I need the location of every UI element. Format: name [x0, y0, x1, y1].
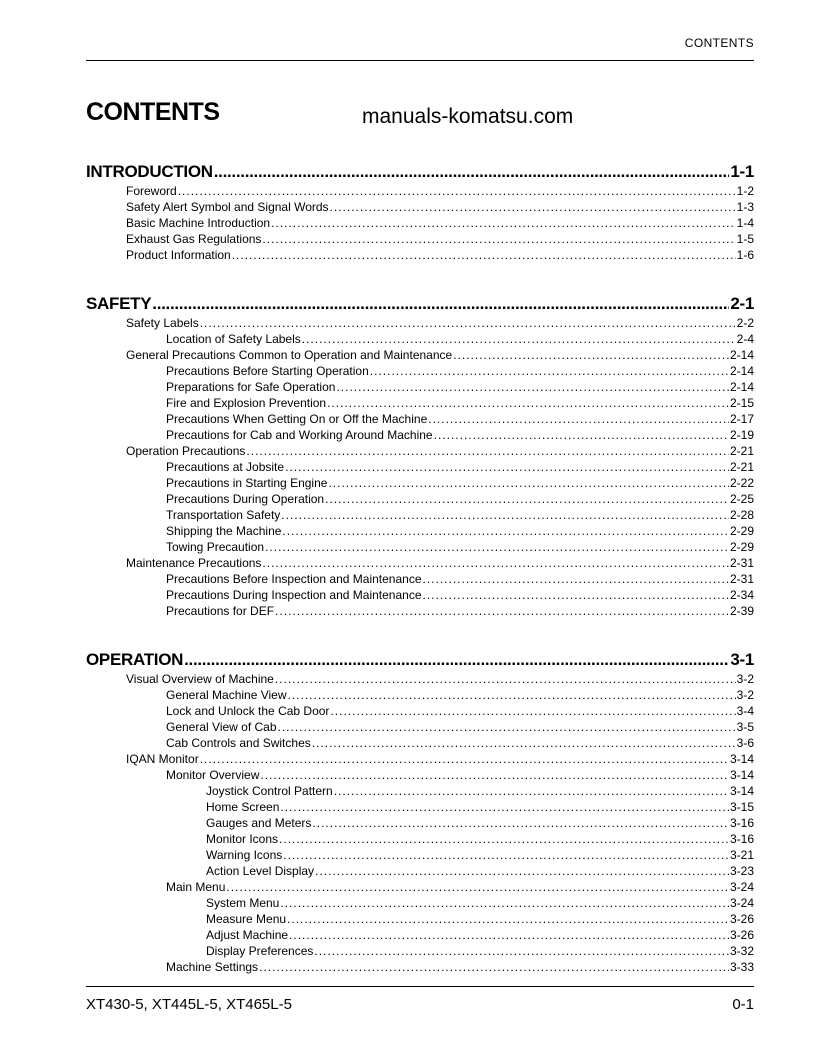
toc-section-operation[interactable] [86, 650, 754, 672]
entry-page: 2-14 [729, 380, 754, 394]
entry-page: 2-14 [729, 348, 754, 362]
leader-dots [288, 688, 736, 702]
toc-entry[interactable] [86, 412, 754, 428]
entry-page: 3-33 [729, 960, 754, 974]
toc-entry[interactable] [86, 364, 754, 380]
entry-page: 3-24 [729, 880, 754, 894]
entry-title: Basic Machine Introduction [126, 216, 271, 230]
toc-entry[interactable] [86, 720, 754, 736]
leader-dots [282, 524, 729, 538]
leader-dots [334, 784, 729, 798]
entry-title: IQAN Monitor [126, 752, 199, 766]
toc-entry[interactable] [86, 572, 754, 588]
leader-dots [279, 832, 729, 846]
entry-page: 1-5 [736, 232, 754, 246]
entry-page: 2-29 [729, 524, 754, 538]
leader-dots [259, 960, 729, 974]
section-spacer [86, 620, 754, 650]
toc-entry[interactable] [86, 864, 754, 880]
leader-dots [312, 816, 729, 830]
entry-page: 3-6 [736, 736, 754, 750]
footer-page-number: 0-1 [732, 996, 754, 1013]
entry-title: Location of Safety Labels [166, 332, 301, 346]
entry-page: 2-14 [729, 364, 754, 378]
leader-dots [262, 232, 735, 246]
toc-entry[interactable] [86, 348, 754, 364]
section-title: INTRODUCTION [86, 162, 213, 181]
toc-entry[interactable] [86, 768, 754, 784]
running-header: CONTENTS [684, 36, 754, 50]
leader-dots [280, 896, 729, 910]
entry-title: Machine Settings [166, 960, 259, 974]
leader-dots [246, 444, 729, 458]
entry-page: 3-15 [729, 800, 754, 814]
toc-section-introduction[interactable] [86, 162, 754, 184]
toc-entry[interactable] [86, 880, 754, 896]
footer-rule [86, 986, 754, 987]
entry-title: Product Information [126, 248, 231, 262]
toc-entry[interactable] [86, 316, 754, 332]
leader-dots [336, 380, 729, 394]
entry-title: Visual Overview of Machine [126, 672, 274, 686]
entry-title: Home Screen [206, 800, 280, 814]
entry-title: Precautions for DEF [166, 604, 275, 618]
entry-title: System Menu [206, 896, 280, 910]
entry-title: Shipping the Machine [166, 524, 282, 538]
entry-page: 3-26 [729, 928, 754, 942]
entry-title: Precautions During Inspection and Maintenance [166, 588, 422, 602]
entry-title: Monitor Icons [206, 832, 279, 846]
toc-entry[interactable] [86, 588, 754, 604]
entry-title: Cab Controls and Switches [166, 736, 311, 750]
leader-dots [200, 316, 736, 330]
entry-page: 3-14 [729, 784, 754, 798]
leader-dots [434, 428, 729, 442]
toc-entry[interactable] [86, 200, 754, 216]
leader-dots [152, 294, 729, 314]
leader-dots [226, 880, 729, 894]
toc-entry[interactable] [86, 688, 754, 704]
header-rule [86, 60, 754, 61]
entry-page: 2-21 [729, 444, 754, 458]
entry-title: Maintenance Precautions [126, 556, 262, 570]
entry-title: General Machine View [166, 688, 287, 702]
entry-page: 3-5 [736, 720, 754, 734]
leader-dots [289, 928, 729, 942]
entry-title: General View of Cab [166, 720, 277, 734]
toc-entry[interactable] [86, 380, 754, 396]
entry-page: 2-2 [736, 316, 754, 330]
toc-entry[interactable] [86, 752, 754, 768]
leader-dots [302, 332, 736, 346]
entry-title: Precautions for Cab and Working Around Machine [166, 428, 433, 442]
entry-title: Exhaust Gas Regulations [126, 232, 262, 246]
section-page: 2-1 [730, 294, 754, 313]
entry-title: Adjust Machine [206, 928, 289, 942]
entry-page: 3-14 [729, 768, 754, 782]
toc-entry[interactable] [86, 672, 754, 688]
toc-entry[interactable] [86, 784, 754, 800]
leader-dots [178, 184, 736, 198]
leader-dots [232, 248, 736, 262]
leader-dots [423, 588, 729, 602]
entry-title: Fire and Explosion Prevention [166, 396, 327, 410]
entry-page: 2-22 [729, 476, 754, 490]
entry-page: 2-31 [729, 572, 754, 586]
leader-dots [260, 768, 729, 782]
entry-title: Foreword [126, 184, 177, 198]
entry-title: General Precautions Common to Operation and Maintenance [126, 348, 453, 362]
entry-title: Main Menu [166, 880, 226, 894]
section-page: 1-1 [730, 162, 754, 181]
leader-dots [428, 412, 729, 426]
entry-page: 2-19 [729, 428, 754, 442]
entry-page: 3-2 [736, 672, 754, 686]
leader-dots [285, 460, 729, 474]
entry-title: Monitor Overview [166, 768, 260, 782]
entry-page: 1-4 [736, 216, 754, 230]
leader-dots [275, 604, 729, 618]
entry-page: 1-6 [736, 248, 754, 262]
entry-page: 3-4 [736, 704, 754, 718]
toc-entry[interactable] [86, 944, 754, 960]
toc-entry[interactable] [86, 912, 754, 928]
toc-entry[interactable] [86, 848, 754, 864]
toc-entry[interactable] [86, 928, 754, 944]
entry-page: 3-16 [729, 816, 754, 830]
leader-dots [184, 650, 729, 670]
leader-dots [330, 200, 736, 214]
entry-page: 3-24 [729, 896, 754, 910]
entry-title: Measure Menu [206, 912, 287, 926]
section-title: SAFETY [86, 294, 152, 313]
toc-entry[interactable] [86, 248, 754, 264]
section-spacer [86, 264, 754, 294]
entry-title: Warning Icons [206, 848, 283, 862]
toc-section-safety[interactable] [86, 294, 754, 316]
leader-dots [271, 216, 736, 230]
entry-title: Action Level Display [206, 864, 315, 878]
entry-title: Gauges and Meters [206, 816, 312, 830]
entry-title: Precautions Before Inspection and Maintenance [166, 572, 422, 586]
footer-models: XT430-5, XT445L-5, XT465L-5 [86, 996, 292, 1013]
toc-entry[interactable] [86, 428, 754, 444]
entry-title: Display Preferences [206, 944, 314, 958]
leader-dots [453, 348, 729, 362]
entry-page: 2-25 [729, 492, 754, 506]
entry-title: Precautions Before Starting Operation [166, 364, 369, 378]
leader-dots [283, 848, 729, 862]
toc-entry[interactable] [86, 476, 754, 492]
entry-page: 2-15 [729, 396, 754, 410]
toc-entry[interactable] [86, 396, 754, 412]
toc-entry[interactable] [86, 540, 754, 556]
entry-page: 3-26 [729, 912, 754, 926]
toc-entry[interactable] [86, 816, 754, 832]
leader-dots [325, 492, 729, 506]
entry-title: Precautions During Operation [166, 492, 325, 506]
toc-entry[interactable] [86, 524, 754, 540]
entry-title: Safety Alert Symbol and Signal Words [126, 200, 329, 214]
toc-entry[interactable] [86, 508, 754, 524]
leader-dots [330, 704, 735, 718]
entry-page: 3-32 [729, 944, 754, 958]
entry-title: Precautions When Getting On or Off the Machine [166, 412, 428, 426]
toc-entry[interactable] [86, 460, 754, 476]
leader-dots [370, 364, 729, 378]
section-page: 3-1 [730, 650, 754, 669]
entry-title: Towing Precaution [166, 540, 265, 554]
toc-entry[interactable] [86, 736, 754, 752]
entry-title: Preparations for Safe Operation [166, 380, 336, 394]
toc-entry[interactable] [86, 604, 754, 620]
entry-page: 2-31 [729, 556, 754, 570]
entry-page: 1-3 [736, 200, 754, 214]
toc-entry[interactable] [86, 556, 754, 572]
section-title: OPERATION [86, 650, 184, 669]
entry-page: 2-17 [729, 412, 754, 426]
leader-dots [200, 752, 729, 766]
toc-entry[interactable] [86, 960, 754, 976]
leader-dots [281, 508, 729, 522]
toc-entry[interactable] [86, 832, 754, 848]
leader-dots [315, 864, 729, 878]
toc-entry[interactable] [86, 332, 754, 348]
leader-dots [328, 476, 729, 490]
entry-page: 2-28 [729, 508, 754, 522]
leader-dots [265, 540, 729, 554]
leader-dots [214, 162, 730, 182]
entry-page: 2-39 [729, 604, 754, 618]
entry-page: 2-21 [729, 460, 754, 474]
leader-dots [287, 912, 729, 926]
toc-entry[interactable] [86, 800, 754, 816]
entry-title: Operation Precautions [126, 444, 246, 458]
entry-page: 3-16 [729, 832, 754, 846]
entry-page: 3-14 [729, 752, 754, 766]
leader-dots [327, 396, 729, 410]
table-of-contents [86, 162, 754, 976]
entry-title: Precautions in Starting Engine [166, 476, 328, 490]
entry-page: 2-4 [736, 332, 754, 346]
entry-page: 2-34 [729, 588, 754, 602]
entry-title: Safety Labels [126, 316, 199, 330]
leader-dots [423, 572, 729, 586]
toc-entry[interactable] [86, 232, 754, 248]
entry-title: Precautions at Jobsite [166, 460, 285, 474]
leader-dots [262, 556, 729, 570]
entry-page: 3-23 [729, 864, 754, 878]
toc-entry[interactable] [86, 896, 754, 912]
entry-title: Lock and Unlock the Cab Door [166, 704, 330, 718]
entry-page: 1-2 [736, 184, 754, 198]
toc-entry[interactable] [86, 184, 754, 200]
entry-title: Joystick Control Pattern [206, 784, 333, 798]
entry-page: 2-29 [729, 540, 754, 554]
toc-entry[interactable] [86, 704, 754, 720]
leader-dots [275, 672, 736, 686]
leader-dots [280, 800, 729, 814]
entry-title: Transportation Safety [166, 508, 281, 522]
toc-entry[interactable] [86, 216, 754, 232]
leader-dots [314, 944, 729, 958]
leader-dots [312, 736, 736, 750]
entry-page: 3-21 [729, 848, 754, 862]
toc-entry[interactable] [86, 492, 754, 508]
toc-entry[interactable] [86, 444, 754, 460]
entry-page: 3-2 [736, 688, 754, 702]
page-title: CONTENTS [86, 98, 220, 126]
leader-dots [278, 720, 736, 734]
watermark-text: manuals-komatsu.com [362, 105, 574, 128]
